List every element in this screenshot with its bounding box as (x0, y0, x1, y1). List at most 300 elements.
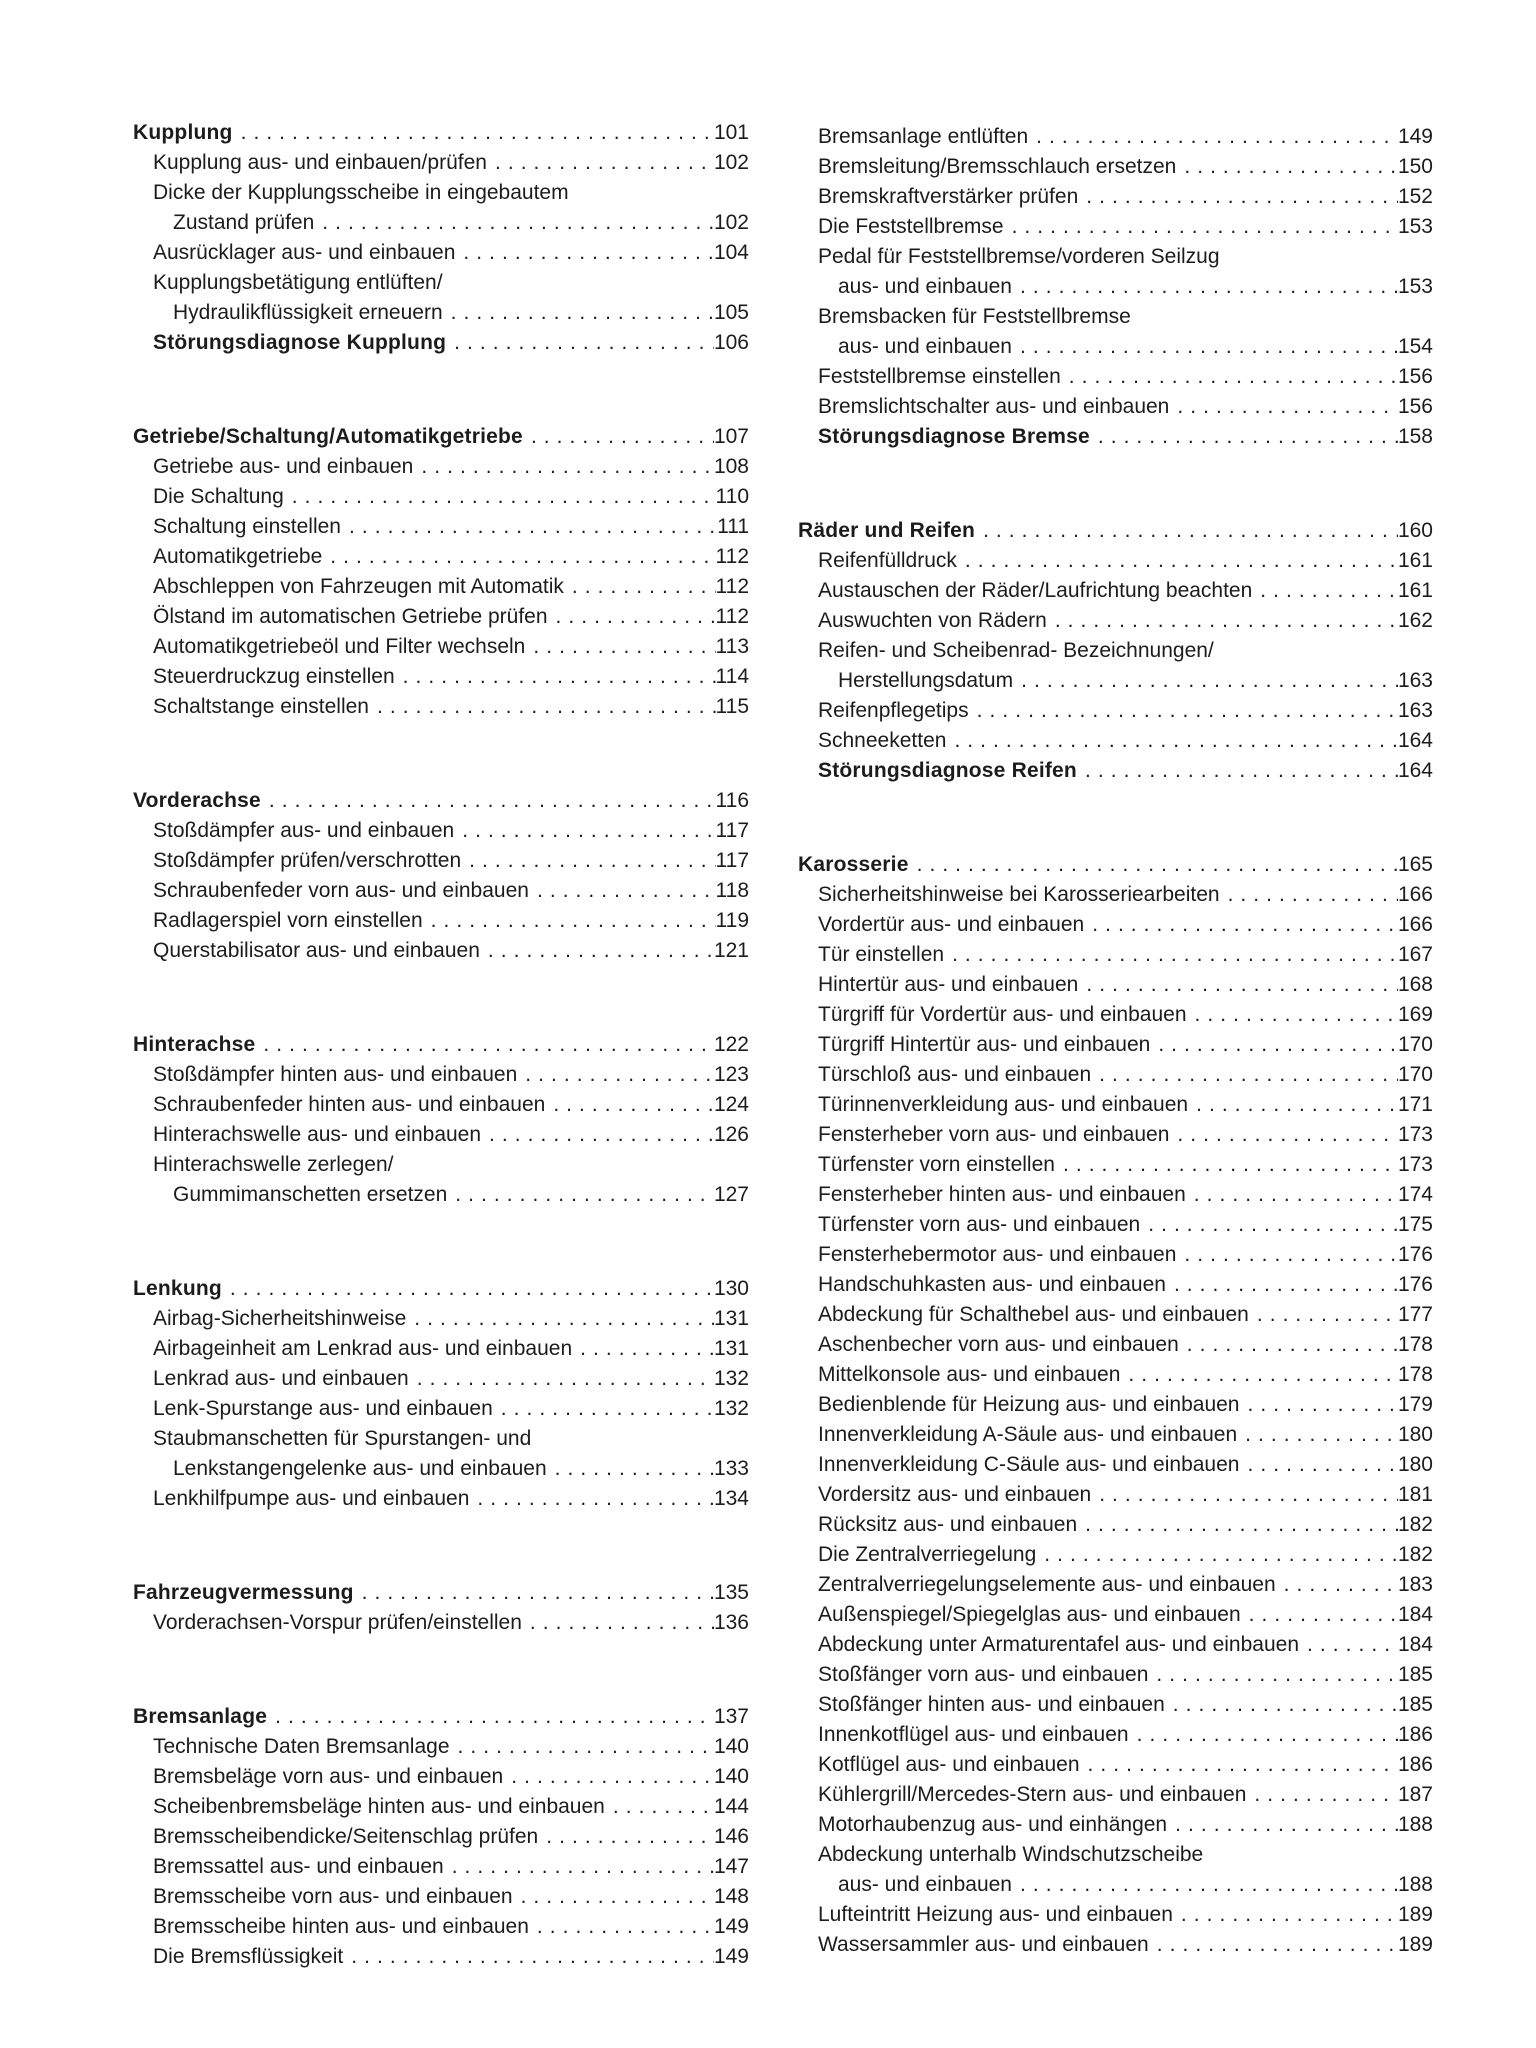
page-number: 188 (1397, 1873, 1433, 1896)
toc-entry (798, 1420, 1433, 1450)
page-number: 102 (713, 151, 749, 174)
toc-entry (798, 1180, 1433, 1210)
page-number: 167 (1397, 943, 1433, 966)
toc-entry (133, 936, 749, 966)
toc-entry-label: Die Zentralverriegelung (818, 1543, 1037, 1566)
dot-leader (1091, 1480, 1398, 1510)
toc-entry (798, 1930, 1433, 1960)
toc-entry-label: Schraubenfeder vorn aus- und einbauen (153, 879, 529, 902)
page-number: 122 (713, 1033, 749, 1056)
toc-entry (133, 876, 749, 906)
page-number: 163 (1397, 699, 1433, 722)
toc-entry (133, 1394, 749, 1424)
dot-leader (1047, 606, 1398, 636)
dot-leader (1080, 1750, 1398, 1780)
page-number: 149 (713, 1945, 749, 1968)
dot-leader (503, 1762, 714, 1792)
toc-entry-label: Vorderachsen-Vorspur prüfen/einstellen (153, 1611, 522, 1634)
page-number: 187 (1397, 1783, 1433, 1806)
toc-entry (798, 726, 1433, 756)
page-number: 107 (713, 425, 749, 448)
toc-entry (798, 182, 1433, 212)
toc-entry (133, 846, 749, 876)
toc-entry-label: Zustand prüfen (173, 211, 315, 234)
toc-entry-label: Feststellbremse einstellen (818, 365, 1061, 388)
toc-entry-label: Austauschen der Räder/Laufrichtung beachten (818, 579, 1253, 602)
toc-entry-label: Hinterachswelle zerlegen/ (153, 1153, 394, 1176)
toc-entry (133, 602, 749, 632)
toc-entry (798, 1810, 1433, 1840)
page-number: 158 (1397, 425, 1433, 448)
toc-entry-label: Türgriff Hintertür aus- und einbauen (818, 1033, 1151, 1056)
page-number: 185 (1397, 1663, 1433, 1686)
toc-entry (798, 1060, 1433, 1090)
toc-entry (798, 362, 1433, 392)
page-number: 110 (715, 485, 749, 508)
toc-entry (798, 272, 1433, 302)
toc-entry-label: Außenspiegel/Spiegelglas aus- und einbauen (818, 1603, 1241, 1626)
toc-entry-label: Störungsdiagnose Reifen (818, 759, 1077, 782)
dot-leader (1148, 1660, 1398, 1690)
page-number: 177 (1397, 1303, 1433, 1326)
dot-leader (523, 422, 714, 452)
toc-entry-label: Stoßdämpfer prüfen/verschrotten (153, 849, 462, 872)
page-number: 180 (1397, 1453, 1433, 1476)
page-number: 152 (1397, 185, 1433, 208)
dot-leader (1246, 1780, 1398, 1810)
dot-leader (446, 328, 714, 358)
toc-entry (798, 636, 1433, 666)
page-number: 124 (713, 1093, 749, 1116)
toc-entry (798, 1750, 1433, 1780)
toc-section (133, 1702, 749, 1972)
page-number: 173 (1397, 1153, 1433, 1176)
dot-leader (1140, 1210, 1398, 1240)
toc-entry (798, 1390, 1433, 1420)
toc-entry-label: Schneeketten (818, 729, 947, 752)
dot-leader (1249, 1300, 1398, 1330)
page-number: 166 (1397, 883, 1433, 906)
page-number: 175 (1397, 1213, 1433, 1236)
page-number: 102 (713, 211, 749, 234)
page-number: 111 (717, 515, 749, 538)
dot-leader (548, 602, 716, 632)
dot-leader (1149, 1930, 1398, 1960)
toc-entry-label: Störungsdiagnose Bremse (818, 425, 1090, 448)
toc-entry-label: Kupplungsbetätigung entlüften/ (153, 271, 443, 294)
page-number: 169 (1397, 1003, 1433, 1026)
dot-leader (909, 850, 1398, 880)
dot-leader (1165, 1690, 1398, 1720)
toc-entry-label: Wassersammler aus- und einbauen (818, 1933, 1149, 1956)
toc-entry-label: Bremsscheibe hinten aus- und einbauen (153, 1915, 529, 1938)
page-number: 118 (715, 879, 749, 902)
toc-entry (133, 1180, 749, 1210)
toc-entry (798, 696, 1433, 726)
toc-entry-label: Lenkstangengelenke aus- und einbauen (173, 1457, 547, 1480)
page-number: 153 (1397, 215, 1433, 238)
page-number: 170 (1397, 1063, 1433, 1086)
dot-leader (1187, 1000, 1398, 1030)
toc-entry (798, 422, 1433, 452)
dot-leader (605, 1792, 714, 1822)
dot-leader (1061, 362, 1398, 392)
dot-leader (1276, 1570, 1398, 1600)
toc-entry-label: Hydraulikflüssigkeit erneuern (173, 301, 443, 324)
toc-entry-label: Auswuchten von Rädern (818, 609, 1047, 632)
toc-entry-label: Hinterachse (133, 1033, 256, 1056)
toc-entry (798, 242, 1433, 272)
toc-entry-label: Automatikgetriebe (153, 545, 323, 568)
toc-entry-label: Fensterhebermotor aus- und einbauen (818, 1243, 1177, 1266)
page-number: 183 (1397, 1573, 1433, 1596)
toc-entry (133, 208, 749, 238)
dot-leader (1166, 1270, 1398, 1300)
toc-entry (133, 1762, 749, 1792)
toc-entry (798, 1870, 1433, 1900)
dot-leader (946, 726, 1398, 756)
toc-entry (798, 1300, 1433, 1330)
page-number: 188 (1397, 1813, 1433, 1836)
toc-entry-label: Aschenbecher vorn aus- und einbauen (818, 1333, 1179, 1356)
toc-entry (133, 816, 749, 846)
toc-entry (798, 576, 1433, 606)
toc-entry (133, 298, 749, 328)
toc-entry-label: aus- und einbauen (838, 1873, 1012, 1896)
page-number: 163 (1397, 669, 1433, 692)
dot-leader (267, 1702, 714, 1732)
dot-leader (447, 1180, 714, 1210)
toc-entry-label: Innenverkleidung A-Säule aus- und einbauen (818, 1423, 1238, 1446)
page-number: 161 (1397, 579, 1433, 602)
page-number: 117 (715, 849, 749, 872)
dot-leader (1078, 970, 1398, 1000)
page-number: 113 (715, 635, 749, 658)
dot-leader (1028, 122, 1398, 152)
page-number: 116 (715, 789, 749, 812)
dot-leader (1084, 910, 1398, 940)
dot-leader (1077, 756, 1398, 786)
dot-leader (1176, 152, 1398, 182)
page-number: 127 (713, 1183, 749, 1206)
toc-entry (798, 756, 1433, 786)
dot-leader (1090, 422, 1398, 452)
toc-section (133, 1578, 749, 1638)
toc-entry-label: Kupplung (133, 121, 233, 144)
page-number: 182 (1397, 1543, 1433, 1566)
toc-entry-label: Schraubenfeder hinten aus- und einbauen (153, 1093, 546, 1116)
toc-entry-label: Motorhaubenzug aus- und einhängen (818, 1813, 1168, 1836)
toc-entry-label: Kupplung aus- und einbauen/prüfen (153, 151, 487, 174)
toc-entry (798, 1240, 1433, 1270)
toc-entry-label: Ausrücklager aus- und einbauen (153, 241, 456, 264)
toc-entry-label: Bremsscheibendicke/Seitenschlag prüfen (153, 1825, 539, 1848)
toc-entry-label: Bremsbacken für Feststellbremse (818, 305, 1131, 328)
page-number: 101 (713, 121, 749, 144)
toc-entry-label: Dicke der Kupplungsscheibe in eingebautem (153, 181, 569, 204)
toc-section (798, 516, 1433, 786)
dot-leader (443, 298, 714, 328)
page-number: 140 (713, 1765, 749, 1788)
page-number: 108 (713, 455, 749, 478)
dot-leader (1055, 1150, 1398, 1180)
toc-entry (798, 1780, 1433, 1810)
page-number: 149 (1397, 125, 1433, 148)
toc-entry-label: Reifenfülldruck (818, 549, 957, 572)
toc-entry-label: Pedal für Feststellbremse/vorderen Seilzug (818, 245, 1220, 268)
toc-entry (798, 1360, 1433, 1390)
page-number: 165 (1397, 853, 1433, 876)
toc-entry (133, 1912, 749, 1942)
page-number: 189 (1397, 1903, 1433, 1926)
toc-entry-label: Handschuhkasten aus- und einbauen (818, 1273, 1166, 1296)
toc-entry (133, 148, 749, 178)
page-number: 174 (1397, 1183, 1433, 1206)
toc-entry (133, 906, 749, 936)
toc-entry-label: Steuerdruckzug einstellen (153, 665, 395, 688)
page-number: 123 (713, 1063, 749, 1086)
dot-leader (423, 906, 716, 936)
dot-leader (1013, 666, 1398, 696)
page-number: 114 (715, 665, 749, 688)
dot-leader (487, 148, 714, 178)
toc-entry-label: Stoßdämpfer hinten aus- und einbauen (153, 1063, 518, 1086)
page-number: 154 (1397, 335, 1433, 358)
dot-leader (413, 452, 714, 482)
page-number: 132 (713, 1367, 749, 1390)
page-number: 156 (1397, 395, 1433, 418)
page-number: 186 (1397, 1723, 1433, 1746)
dot-leader (1239, 1450, 1397, 1480)
toc-section-header (133, 1274, 749, 1304)
dot-leader (545, 1090, 714, 1120)
toc-entry (133, 632, 749, 662)
toc-entry (133, 1608, 749, 1638)
toc-entry-label: Vordersitz aus- und einbauen (818, 1483, 1092, 1506)
dot-leader (1176, 1240, 1398, 1270)
toc-section-header (133, 1578, 749, 1608)
toc-entry (133, 1822, 749, 1852)
dot-leader (1091, 1060, 1398, 1090)
dot-leader (1077, 1510, 1398, 1540)
toc-entry-label: aus- und einbauen (838, 335, 1012, 358)
dot-leader (1012, 272, 1398, 302)
dot-leader (493, 1394, 714, 1424)
toc-entry (133, 452, 749, 482)
page-number: 170 (1397, 1033, 1433, 1056)
toc-section (133, 1030, 749, 1210)
toc-entry (798, 1330, 1433, 1360)
toc-entry (798, 1510, 1433, 1540)
toc-entry-label: Mittelkonsole aus- und einbauen (818, 1363, 1121, 1386)
toc-section-header (133, 422, 749, 452)
dot-leader (1220, 880, 1398, 910)
dot-leader (322, 542, 715, 572)
toc-entry (798, 1660, 1433, 1690)
page-number: 156 (1397, 365, 1433, 388)
toc-entry (798, 910, 1433, 940)
dot-leader (1012, 1870, 1398, 1900)
page-number: 149 (713, 1915, 749, 1938)
toc-entry-label: Stoßfänger hinten aus- und einbauen (818, 1693, 1165, 1716)
toc-entry (798, 606, 1433, 636)
toc-entry-label: Gummimanschetten ersetzen (173, 1183, 448, 1206)
toc-entry (798, 122, 1433, 152)
toc-entry-label: Bremsscheibe vorn aus- und einbauen (153, 1885, 513, 1908)
page-number: 131 (713, 1307, 749, 1330)
page-number: 153 (1397, 275, 1433, 298)
toc-entry-label: Getriebe aus- und einbauen (153, 455, 414, 478)
toc-entry (133, 1792, 749, 1822)
toc-entry (133, 1852, 749, 1882)
dot-leader (409, 1364, 714, 1394)
toc-entry (798, 666, 1433, 696)
toc-entry (798, 1570, 1433, 1600)
toc-entry-label: Lenkhilfpumpe aus- und einbauen (153, 1487, 470, 1510)
dot-leader (975, 516, 1398, 546)
toc-section (133, 1274, 749, 1514)
toc-entry-label: Innenkotflügel aus- und einbauen (818, 1723, 1129, 1746)
dot-leader (529, 1912, 714, 1942)
toc-entry (798, 1150, 1433, 1180)
toc-entry-label: Stoßfänger vorn aus- und einbauen (818, 1663, 1149, 1686)
toc-entry-label: Abschleppen von Fahrzeugen mit Automatik (153, 575, 564, 598)
dot-leader (547, 1454, 714, 1484)
page-number: 181 (1397, 1483, 1433, 1506)
dot-leader (1169, 1120, 1398, 1150)
page-number: 148 (713, 1885, 749, 1908)
toc-entry (133, 512, 749, 542)
toc-entry-label: Schaltstange einstellen (153, 695, 369, 718)
toc-entry (798, 1270, 1433, 1300)
dot-leader (522, 1608, 714, 1638)
toc-entry (133, 662, 749, 692)
toc-entry-label: Bremslichtschalter aus- und einbauen (818, 395, 1170, 418)
page-number: 106 (713, 331, 749, 354)
page-number: 178 (1397, 1363, 1433, 1386)
page-number: 144 (713, 1795, 749, 1818)
page-number: 150 (1397, 155, 1433, 178)
dot-leader (222, 1274, 714, 1304)
toc-entry (798, 302, 1433, 332)
toc-entry-label: Kotflügel aus- und einbauen (818, 1753, 1080, 1776)
toc-section (133, 422, 749, 722)
toc-entry-label: Herstellungsdatum (838, 669, 1014, 692)
page-number: 173 (1397, 1123, 1433, 1146)
toc-entry-label: Die Feststellbremse (818, 215, 1004, 238)
toc-entry-label: Türinnenverkleidung aus- und einbauen (818, 1093, 1189, 1116)
toc-entry (133, 1732, 749, 1762)
dot-leader (1241, 1600, 1398, 1630)
dot-leader (341, 512, 717, 542)
toc-entry (798, 1840, 1433, 1870)
toc-entry-label: Radlagerspiel vorn einstellen (153, 909, 423, 932)
dot-leader (233, 118, 714, 148)
dot-leader (969, 696, 1398, 726)
toc-section (133, 118, 749, 358)
toc-entry-label: Vordertür aus- und einbauen (818, 913, 1085, 936)
dot-leader (1188, 1090, 1398, 1120)
dot-leader (1169, 392, 1398, 422)
dot-leader (1186, 1180, 1398, 1210)
toc-entry-label: Fensterheber hinten aus- und einbauen (818, 1183, 1186, 1206)
toc-section-header (798, 850, 1433, 880)
toc-entry (133, 1090, 749, 1120)
page-number: 131 (713, 1337, 749, 1360)
toc-entry (798, 546, 1433, 576)
toc-entry (798, 880, 1433, 910)
page-number: 180 (1397, 1423, 1433, 1446)
toc-entry-label: Vorderachse (133, 789, 261, 812)
toc-entry-label: Staubmanschetten für Spurstangen- und (153, 1427, 532, 1450)
page-number: 126 (713, 1123, 749, 1146)
dot-leader (525, 632, 715, 662)
toc-entry (798, 1540, 1433, 1570)
toc-entry (133, 1484, 749, 1514)
toc-entry-label: Airbag-Sicherheitshinweise (153, 1307, 407, 1330)
page-number: 184 (1397, 1603, 1433, 1626)
toc-entry (133, 1424, 749, 1454)
toc-section-header (133, 118, 749, 148)
dot-leader (454, 816, 715, 846)
toc-entry (133, 1942, 749, 1972)
toc-entry-label: Türschloß aus- und einbauen (818, 1063, 1092, 1086)
page-number: 136 (713, 1611, 749, 1634)
toc-entry (133, 542, 749, 572)
dot-leader (564, 572, 716, 602)
toc-entry (133, 1060, 749, 1090)
page-number: 162 (1397, 609, 1433, 632)
toc-entry (133, 572, 749, 602)
toc-entry-label: Lufteintritt Heizung aus- und einbauen (818, 1903, 1173, 1926)
toc-entry (798, 332, 1433, 362)
toc-entry-label: Tür einstellen (818, 943, 945, 966)
toc-entry-label: Lenkung (133, 1277, 222, 1300)
dot-leader (1012, 332, 1398, 362)
page-number: 117 (715, 819, 749, 842)
toc-entry (798, 1120, 1433, 1150)
toc-entry-label: Bremsbeläge vorn aus- und einbauen (153, 1765, 504, 1788)
toc-entry (798, 152, 1433, 182)
toc-section-header (133, 1702, 749, 1732)
toc-entry (133, 1454, 749, 1484)
dot-leader (261, 786, 716, 816)
toc-entry-label: Technische Daten Bremsanlage (153, 1735, 450, 1758)
toc-entry (798, 1600, 1433, 1630)
toc-entry-label: Querstabilisator aus- und einbauen (153, 939, 480, 962)
dot-leader (1240, 1390, 1398, 1420)
toc-entry-label: Fahrzeugvermessung (133, 1581, 354, 1604)
toc-entry-label: Störungsdiagnose Kupplung (153, 331, 447, 354)
dot-leader (957, 546, 1398, 576)
dot-leader (480, 936, 714, 966)
toc-entry (133, 1150, 749, 1180)
toc-entry-label: Ölstand im automatischen Getriebe prüfen (153, 605, 548, 628)
toc-entry (133, 692, 749, 722)
dot-leader (572, 1334, 714, 1364)
dot-leader (1252, 576, 1398, 606)
page-number: 179 (1397, 1393, 1433, 1416)
dot-leader (481, 1120, 714, 1150)
page-number: 182 (1397, 1513, 1433, 1536)
toc-entry-label: Bremsanlage (133, 1705, 268, 1728)
toc-entry (798, 1480, 1433, 1510)
dot-leader (369, 692, 716, 722)
toc-entry-label: Getriebe/Schaltung/Automatikgetriebe (133, 425, 523, 448)
toc-entry (798, 1690, 1433, 1720)
toc-entry-label: Abdeckung für Schalthebel aus- und einbauen (818, 1303, 1249, 1326)
toc-entry-label: Karosserie (798, 853, 909, 876)
